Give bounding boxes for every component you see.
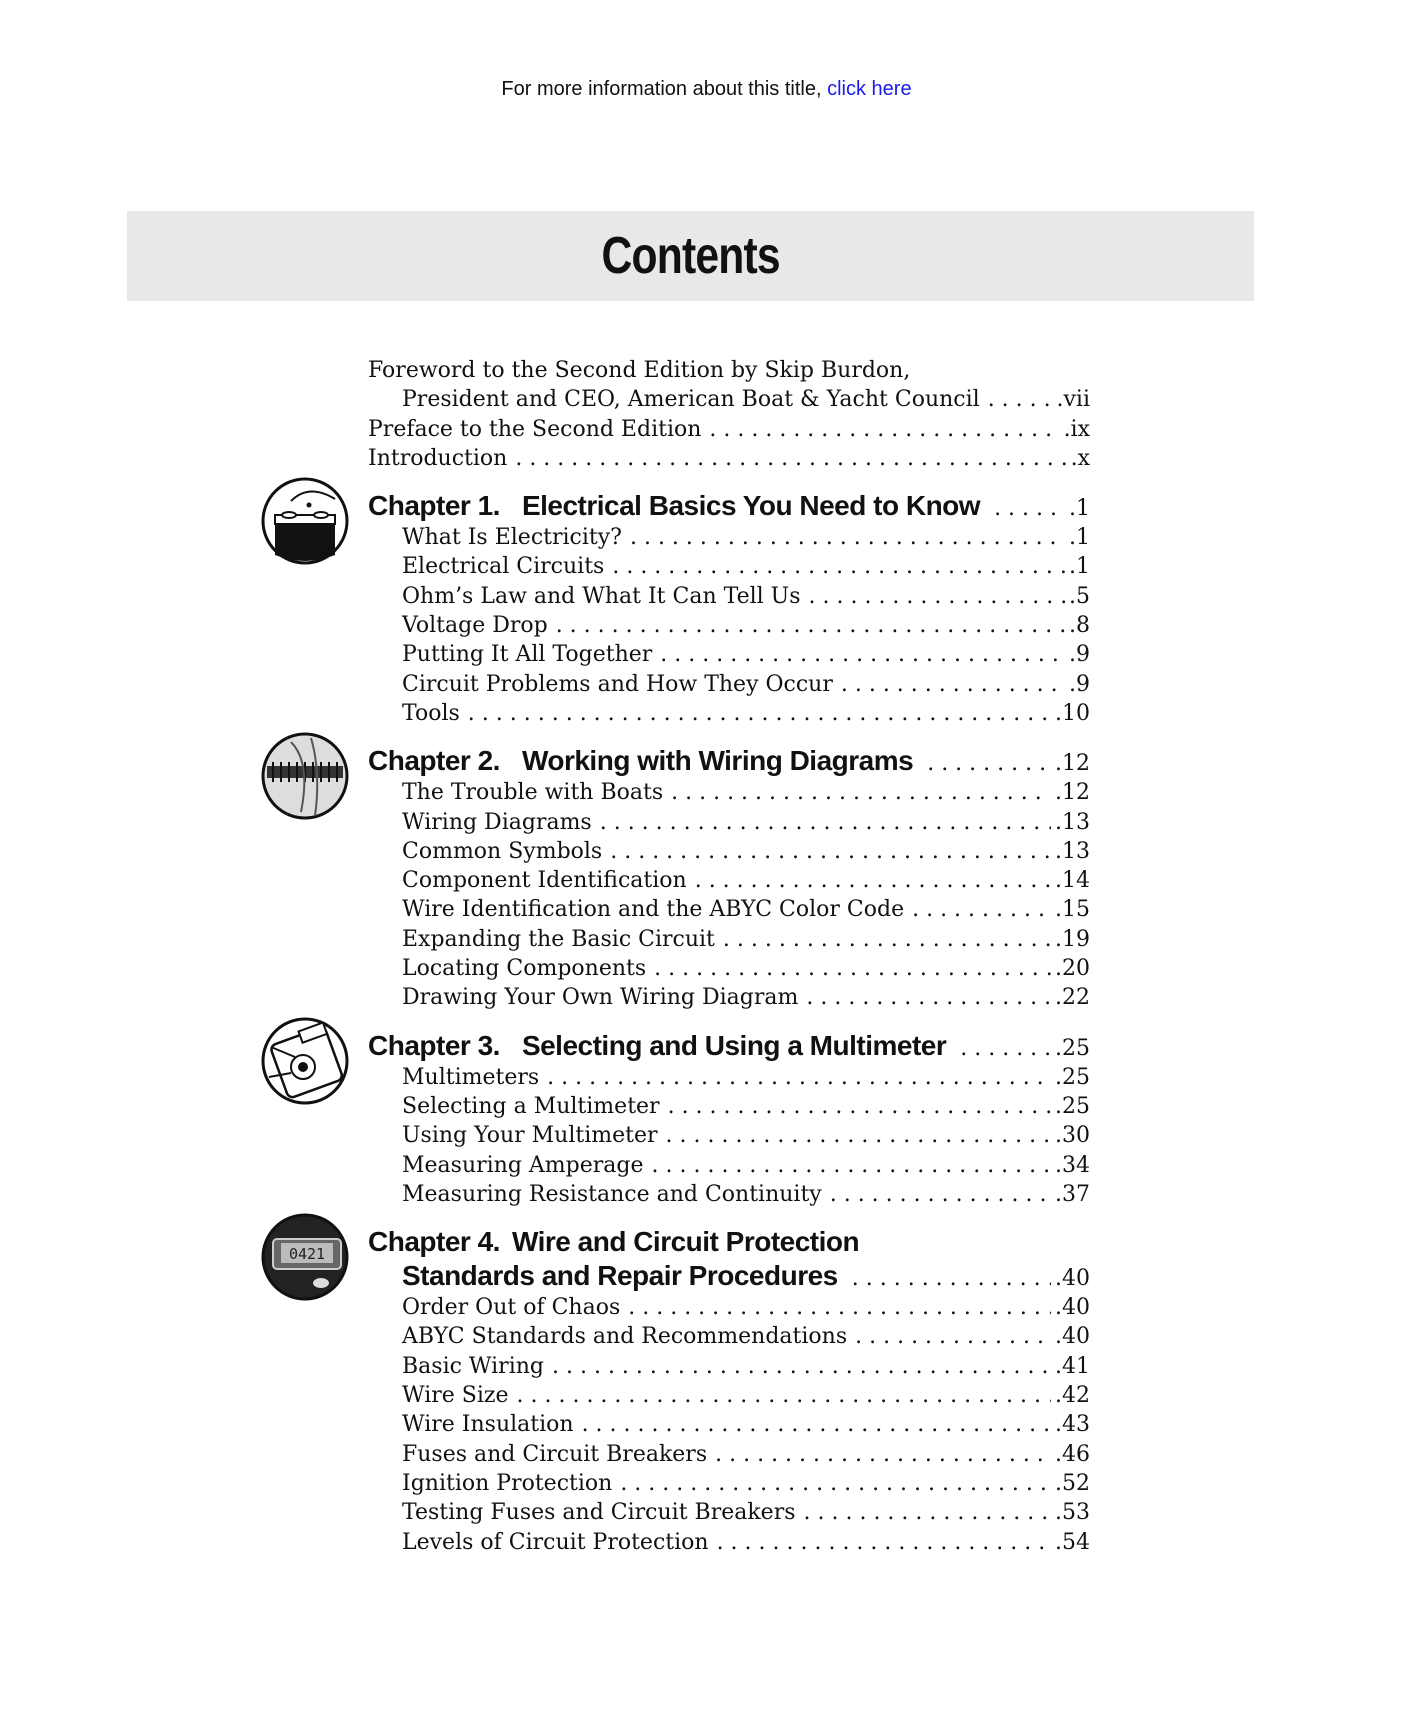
toc-entry-foreword-cont[interactable]: [368, 385, 1090, 414]
leader-dots: [912, 895, 1051, 924]
chapter-4-heading-cont[interactable]: [368, 1259, 1090, 1293]
toc-entry[interactable]: [368, 1092, 1090, 1121]
toc-entry[interactable]: [368, 1121, 1090, 1150]
entry-title: Putting It All Together: [402, 642, 653, 668]
meter-readout: 0421: [288, 1245, 326, 1264]
entry-page: .13: [1055, 809, 1090, 835]
entry-page: .46: [1055, 1441, 1090, 1467]
entry-page: .9: [1069, 671, 1090, 697]
toc-entry[interactable]: [368, 1498, 1090, 1527]
entry-title: Selecting a Multimeter: [402, 1093, 660, 1119]
chapter-number: Chapter 4.: [368, 1226, 500, 1258]
entry-page: .12: [1055, 780, 1090, 806]
chapter-4-heading[interactable]: [368, 1225, 1090, 1259]
entry-page: .13: [1055, 838, 1090, 864]
leader-dots: [610, 837, 1051, 866]
toc-entry[interactable]: [368, 1180, 1090, 1209]
leader-dots: [612, 552, 1065, 581]
chapter-2-heading[interactable]: [368, 744, 1090, 778]
entry-title: Measuring Resistance and Continuity: [402, 1181, 822, 1207]
entry-page: .x: [1070, 445, 1090, 471]
leader-dots: [695, 866, 1051, 895]
toc-entry[interactable]: [368, 1151, 1090, 1180]
chapter-title: Selecting and Using a Multimeter: [521, 1029, 947, 1061]
entry-title: Component Identification: [402, 868, 687, 894]
leader-dots: [668, 1092, 1051, 1121]
toc-entry[interactable]: [368, 925, 1090, 954]
entry-title: What Is Electricity?: [402, 525, 622, 551]
leader-dots: [630, 523, 1065, 552]
entry-page: .ix: [1063, 416, 1090, 442]
chapter-number: Chapter 3.: [368, 1029, 500, 1061]
leader-dots: [547, 1063, 1051, 1092]
leader-dots: [628, 1293, 1051, 1322]
leader-dots: [806, 983, 1051, 1012]
chapter-1-heading[interactable]: [368, 489, 1090, 523]
entry-page: .43: [1055, 1412, 1090, 1438]
toc-entry[interactable]: [368, 1440, 1090, 1469]
entry-page: .53: [1055, 1500, 1090, 1526]
entry-page: .30: [1055, 1123, 1090, 1149]
chapter-page: .40: [1055, 1266, 1090, 1292]
leader-dots: [855, 1322, 1051, 1351]
entry-page: .10: [1055, 700, 1090, 726]
toc-entry[interactable]: [368, 523, 1090, 552]
chapter-number: Chapter 2.: [368, 745, 500, 777]
leader-dots: [660, 640, 1065, 669]
entry-page: .34: [1055, 1152, 1090, 1178]
chapter-page: .12: [1055, 751, 1090, 777]
toc-entry[interactable]: [368, 866, 1090, 895]
chapter-page: .1: [1069, 496, 1090, 522]
entry-title: Wiring Diagrams: [402, 809, 592, 835]
entry-title: Using Your Multimeter: [402, 1123, 658, 1149]
entry-page: .20: [1055, 956, 1090, 982]
entry-page: .1: [1069, 554, 1090, 580]
entry-page: .5: [1069, 583, 1090, 609]
entry-title: The Trouble with Boats: [402, 780, 664, 806]
entry-page: .14: [1055, 868, 1090, 894]
entry-page: .25: [1055, 1064, 1090, 1090]
entry-title: Multimeters: [402, 1064, 540, 1090]
chapter-number: Chapter 1.: [368, 490, 500, 522]
contents-banner: [127, 211, 1254, 301]
toc-entry[interactable]: [368, 778, 1090, 807]
leader-dots: [723, 925, 1051, 954]
toc-entry[interactable]: [368, 1352, 1090, 1381]
toc-entry[interactable]: [368, 1410, 1090, 1439]
entry-title: Wire Size: [402, 1383, 509, 1409]
entry-title: Expanding the Basic Circuit: [402, 926, 715, 952]
entry-title: Drawing Your Own Wiring Diagram: [402, 985, 799, 1011]
toc-entry[interactable]: [368, 552, 1090, 581]
entry-title: Measuring Amperage: [402, 1152, 644, 1178]
chapter-page: .25: [1055, 1035, 1090, 1061]
chapter-title-cont: Standards and Repair Procedures: [402, 1260, 838, 1292]
leader-dots: [927, 747, 1051, 781]
toc-entry-preface[interactable]: [368, 415, 1090, 444]
leader-dots: [717, 1528, 1051, 1557]
click-here-link[interactable]: click here: [827, 78, 912, 100]
info-note: [0, 78, 1413, 101]
entry-page: .25: [1055, 1093, 1090, 1119]
entry-page: .52: [1055, 1470, 1090, 1496]
leader-dots: [582, 1410, 1051, 1439]
chapter-3-heading[interactable]: [368, 1029, 1090, 1063]
toc-entry[interactable]: [368, 1322, 1090, 1351]
entry-page: .40: [1055, 1324, 1090, 1350]
entry-page: .9: [1069, 642, 1090, 668]
entry-page: .1: [1069, 525, 1090, 551]
toc-entry[interactable]: [368, 808, 1090, 837]
toc-entry[interactable]: [368, 983, 1090, 1012]
entry-title: Preface to the Second Edition: [368, 416, 702, 442]
toc-entry[interactable]: [368, 895, 1090, 924]
entry-page: .vii: [1056, 387, 1090, 413]
toc-entry[interactable]: [368, 699, 1090, 728]
leader-dots: [468, 699, 1051, 728]
entry-page: .54: [1055, 1529, 1090, 1555]
entry-title: Fuses and Circuit Breakers: [402, 1441, 708, 1467]
digital-meter-icon: [261, 1213, 349, 1301]
toc-entry[interactable]: [368, 1293, 1090, 1322]
toc-entry[interactable]: [368, 954, 1090, 983]
toc-entry[interactable]: [368, 1528, 1090, 1557]
leader-dots: [600, 808, 1051, 837]
table-of-contents: [288, 356, 1090, 1557]
entry-page: .8: [1069, 613, 1090, 639]
page-title: Contents: [601, 227, 780, 285]
chapter-4: [288, 1225, 1090, 1557]
entry-title: President and CEO, American Boat & Yacht Council: [402, 387, 980, 413]
leader-dots: [830, 1180, 1051, 1209]
leader-dots: [709, 415, 1059, 444]
entry-title: Common Symbols: [402, 838, 603, 864]
leader-dots: [994, 492, 1065, 526]
entry-title: Tools: [402, 700, 460, 726]
toc-entry[interactable]: [368, 1381, 1090, 1410]
chapter-title: Wire and Circuit Protection: [511, 1226, 860, 1258]
chapter-1: [368, 489, 1090, 728]
multimeter-icon: [261, 1017, 349, 1105]
toc-entry[interactable]: [368, 582, 1090, 611]
entry-title: Basic Wiring: [402, 1353, 544, 1379]
entry-page: .42: [1055, 1383, 1090, 1409]
entry-page: .19: [1055, 926, 1090, 952]
leader-dots: [556, 611, 1065, 640]
entry-title: Circuit Problems and How They Occur: [402, 671, 833, 697]
leader-dots: [841, 670, 1065, 699]
entry-title: Ignition Protection: [402, 1470, 613, 1496]
entry-title: Voltage Drop: [402, 613, 548, 639]
battery-icon: [261, 477, 349, 565]
toc-entry-introduction[interactable]: [368, 444, 1090, 473]
entry-title: Electrical Circuits: [402, 554, 605, 580]
entry-title: Order Out of Chaos: [402, 1295, 621, 1321]
toc-entry[interactable]: [368, 640, 1090, 669]
leader-dots: [809, 582, 1065, 611]
entry-title: Levels of Circuit Protection: [402, 1529, 709, 1555]
leader-dots: [715, 1440, 1051, 1469]
entry-page: .15: [1055, 897, 1090, 923]
toc-entry[interactable]: [368, 1063, 1090, 1092]
leader-dots: [988, 385, 1053, 414]
leader-dots: [654, 954, 1051, 983]
entry-title: Wire Identification and the ABYC Color Code: [402, 897, 905, 923]
toc-entry-foreword[interactable]: [368, 356, 1090, 385]
leader-dots: [671, 778, 1051, 807]
entry-page: .37: [1055, 1181, 1090, 1207]
leader-dots: [517, 1381, 1051, 1410]
terminal-strip-icon: [261, 732, 349, 820]
entry-title: Foreword to the Second Edition by Skip Burdon,: [368, 358, 911, 383]
toc-entry[interactable]: [368, 837, 1090, 866]
entry-title: Ohm’s Law and What It Can Tell Us: [402, 583, 801, 609]
leader-dots: [852, 1262, 1051, 1296]
entry-title: Wire Insulation: [402, 1412, 574, 1438]
entry-title: ABYC Standards and Recommendations: [402, 1324, 848, 1350]
entry-title: Testing Fuses and Circuit Breakers: [402, 1500, 796, 1526]
leader-dots: [652, 1151, 1051, 1180]
chapter-2: [368, 744, 1090, 1012]
leader-dots: [960, 1032, 1051, 1066]
toc-entry[interactable]: [368, 670, 1090, 699]
entry-page: .40: [1055, 1295, 1090, 1321]
leader-dots: [666, 1121, 1051, 1150]
chapter-title: Working with Wiring Diagrams: [521, 745, 914, 777]
chapter-title: Electrical Basics You Need to Know: [521, 490, 981, 522]
entry-title: Introduction: [368, 445, 508, 471]
info-note-text: For more information about this title,: [501, 78, 822, 100]
leader-dots: [515, 444, 1066, 473]
entry-title: Locating Components: [402, 956, 647, 982]
entry-page: .22: [1055, 985, 1090, 1011]
toc-entry[interactable]: [368, 1469, 1090, 1498]
entry-page: .41: [1055, 1353, 1090, 1379]
leader-dots: [620, 1469, 1051, 1498]
leader-dots: [804, 1498, 1051, 1527]
toc-entry[interactable]: [368, 611, 1090, 640]
leader-dots: [552, 1352, 1051, 1381]
chapter-3: [368, 1029, 1090, 1209]
